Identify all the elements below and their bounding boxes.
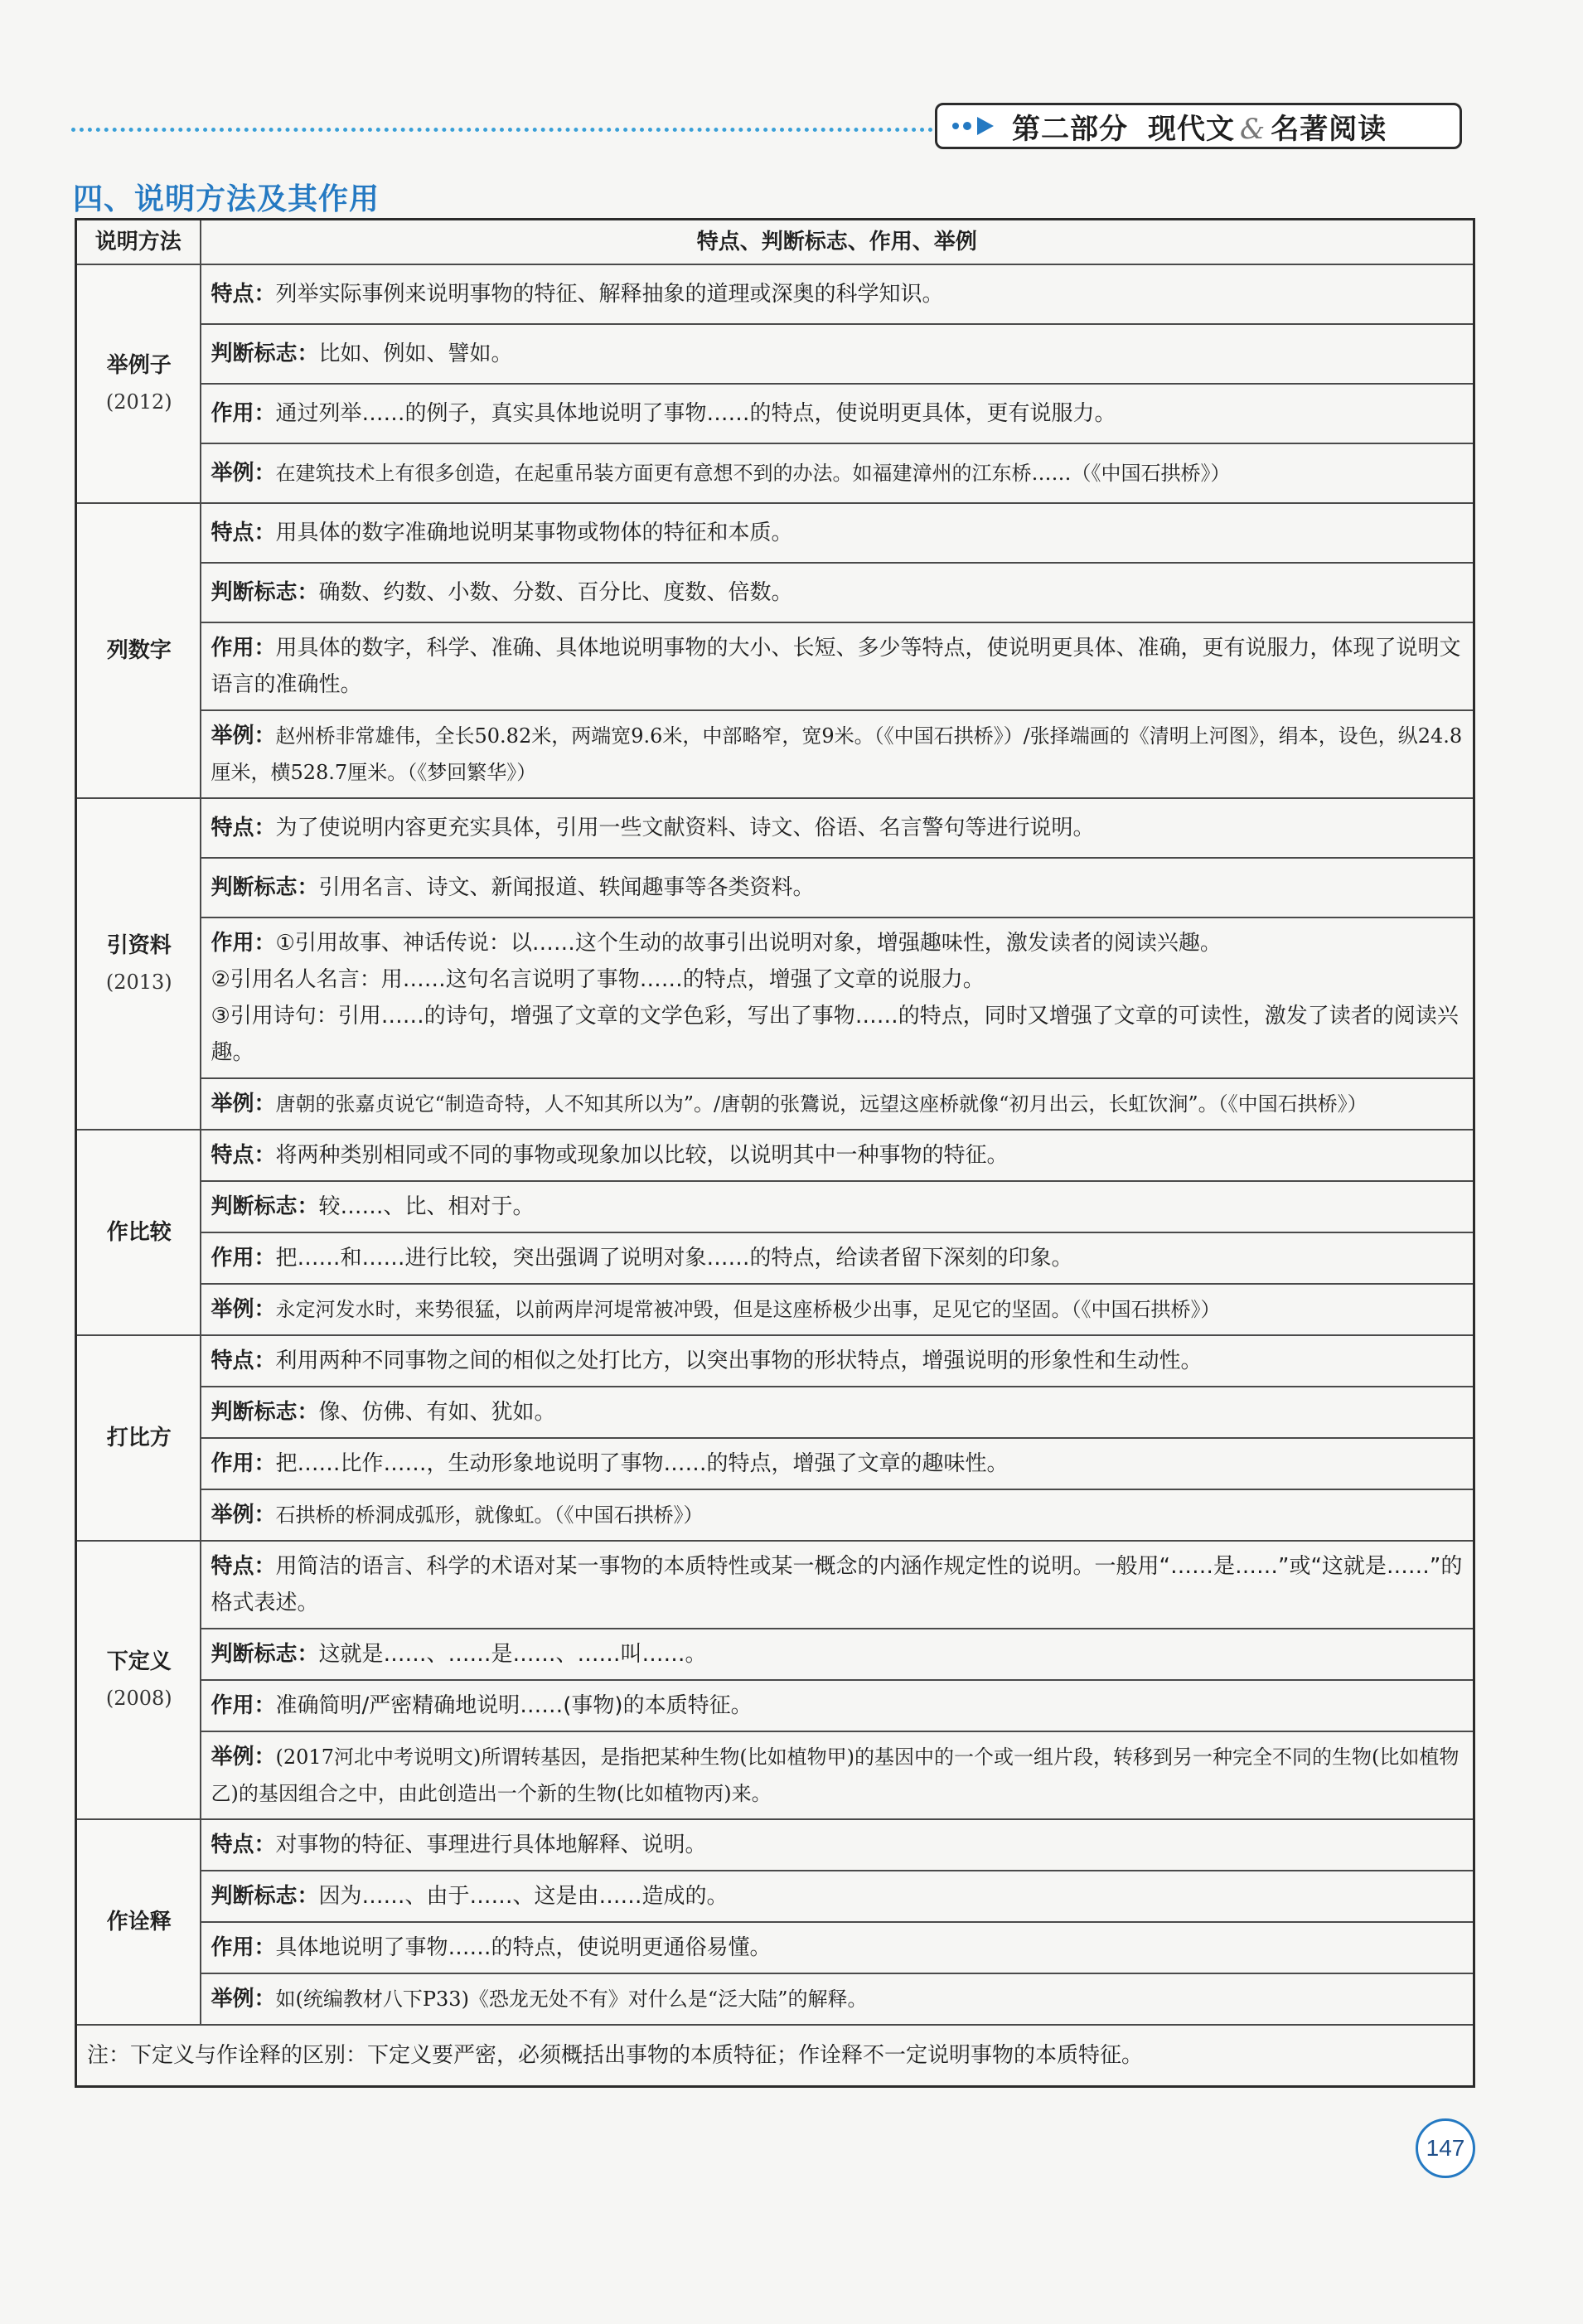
detail-cell [201,710,1474,798]
method-name: 作比较 [106,1220,172,1245]
item-label: 判断标志： [211,1884,319,1909]
item-label: 判断标志： [211,580,319,605]
item-text: 石拱桥的桥洞成弧形，就像虹。（《中国石拱桥》） [275,1503,704,1527]
item-text: 利用两种不同事物之间的相似之处打比方，以突出事物的形状特点，增强说明的形象性和生动性。 [275,1348,1203,1373]
item-label: 作用： [211,1246,276,1271]
detail-cell [201,1232,1474,1284]
item-label: 作用： [211,931,276,956]
table-row [76,1130,1474,1181]
item-text: 唐朝的张嘉贞说它“制造奇特，人不知其所以为”。/唐朝的张鷟说，远望这座桥就像“初月出云，长虹饮涧”。（《中国石拱桥》） [275,1092,1368,1116]
item-label: 判断标志： [211,341,319,366]
item-label: 特点： [211,816,276,840]
detail-cell [201,563,1474,622]
detail-cell [201,1871,1474,1922]
item-label: 举例： [211,1297,276,1322]
method-cell [76,798,201,1130]
item-label: 举例： [211,1092,276,1116]
item-label: 举例： [211,1503,276,1528]
item-label: 判断标志： [211,1194,319,1219]
method-cell [76,1541,201,1819]
table-row [76,503,1474,563]
item-text: 用具体的数字，科学、准确、具体地说明事物的大小、长短、多少等特点，使说明更具体、准确，更有说服力，体现了说明文语言的准确性。 [211,636,1461,697]
header-subject-b: 名著阅读 [1271,112,1387,146]
item-text: 将两种类别相同或不同的事物或现象加以比较，以说明其中一种事物的特征。 [275,1143,1009,1168]
item-label: 举例： [211,461,276,486]
item-label: 特点： [211,1348,276,1373]
header-dotted-rule [71,128,933,132]
item-text: 对事物的特征、事理进行具体地解释、说明。 [275,1833,707,1857]
item-text-extra: ③引用诗句：引用……的诗句，增强了文章的文学色彩，写出了事物……的特点，同时又增强了文章的可读性，激发了读者的阅读兴趣。 [211,1004,1459,1065]
detail-cell [201,264,1474,324]
method-name: 列数字 [106,638,172,663]
item-label: 判断标志： [211,875,319,900]
item-text: 准确简明/严密精确地说明……(事物)的本质特征。 [275,1693,753,1718]
item-text: 通过列举……的例子，真实具体地说明了事物……的特点，使说明更具体，更有说服力。 [275,401,1116,426]
item-label: 举例： [211,1987,276,2012]
item-text: 比如、例如、譬如。 [318,341,513,366]
method-cell [76,264,201,503]
detail-cell [201,1489,1474,1541]
item-label: 作用： [211,401,276,426]
header-subject-a: 现代文 [1148,112,1235,146]
item-label: 举例： [211,1745,276,1770]
table-row [76,1819,1474,1871]
detail-cell [201,1284,1474,1335]
method-name: 举例子 [106,353,172,378]
detail-cell [201,622,1474,710]
item-text: 用具体的数字准确地说明某事物或物体的特征和本质。 [275,520,793,545]
item-label: 作用： [211,1935,276,1960]
method-name: 作诠释 [106,1910,172,1934]
item-text: 为了使说明内容更充实具体，引用一些文献资料、诗文、俗语、名言警句等进行说明。 [275,816,1095,840]
header-detail: 特点、判断标志、作用、举例 [201,220,1474,265]
method-year: (2012) [105,390,172,414]
item-text: ①引用故事、神话传说：以……这个生动的故事引出说明对象，增强趣味性，激发读者的阅读兴趣。 [275,931,1222,956]
item-label: 判断标志： [211,1642,319,1667]
item-text: 赵州桥非常雄伟，全长50.82米，两端宽9.6米，中部略窄，宽9米。（《中国石拱桥》）/张择端画的《清明上河图》，绢本，设色，纵24.8厘米，横528.7厘米。（《梦回繁华》） [211,724,1463,784]
method-name: 打比方 [106,1426,172,1450]
item-text: (2017河北中考说明文)所谓转基因，是指把某种生物(比如植物甲)的基因中的一个或一组片段，转移到另一种完全不同的生物(比如植物乙)的基因组合之中，由此创造出一个新的生物(比如植物丙)来。 [211,1745,1460,1805]
detail-cell [201,503,1474,563]
method-cell [76,503,201,798]
item-label: 特点： [211,1554,276,1579]
table-row [76,1335,1474,1387]
page-number: 147 [1416,2118,1475,2178]
detail-cell [201,1731,1474,1819]
detail-cell [201,798,1474,858]
detail-cell [201,1819,1474,1871]
section-title: 四、说明方法及其作用 [73,182,380,216]
item-text: 用简洁的语言、科学的术语对某一事物的本质特性或某一概念的内涵作规定性的说明。一般用“……是……”或“这就是……”的格式表述。 [211,1554,1463,1615]
method-cell [76,1130,201,1335]
item-label: 特点： [211,520,276,545]
detail-cell [201,1335,1474,1387]
item-text: 列举实际事例来说明事物的特征、解释抽象的道理或深奥的科学知识。 [275,282,944,307]
method-cell [76,1335,201,1541]
detail-cell [201,1130,1474,1181]
item-label: 作用： [211,1693,276,1718]
explanation-methods-table [75,218,1475,2088]
table-note: 注：下定义与作诠释的区别：下定义要严密，必须概括出事物的本质特征；作诠释不一定说明事物的本质特征。 [76,2025,1474,2087]
table-row [76,264,1474,324]
item-text: 具体地说明了事物……的特点，使说明更通俗易懂。 [275,1935,772,1960]
item-text: 永定河发水时，来势很猛，以前两岸河堤常被冲毁，但是这座桥极少出事，足见它的坚固。（《中国石拱桥》） [275,1298,1221,1321]
item-text: 确数、约数、小数、分数、百分比、度数、倍数。 [318,580,793,605]
item-label: 判断标志： [211,1400,319,1425]
item-label: 特点： [211,1833,276,1857]
item-text: 较……、比、相对于。 [318,1194,535,1219]
item-text: 把……比作……，生动形象地说明了事物……的特点，增强了文章的趣味性。 [275,1451,1009,1476]
detail-cell [201,384,1474,443]
item-text: 像、仿佛、有如、犹如。 [318,1400,556,1425]
item-text: 在建筑技术上有很多创造，在起重吊装方面更有意想不到的办法。如福建漳州的江东桥……（《中国石拱桥》） [275,462,1231,485]
detail-cell [201,917,1474,1078]
item-text-extra: ②引用名人名言：用……这句名言说明了事物……的特点，增强了文章的说服力。 [211,967,985,992]
chapter-header [935,103,1462,149]
method-name: 引资料 [106,933,172,958]
detail-cell [201,1181,1474,1232]
table-row [76,1541,1474,1629]
detail-cell [201,858,1474,917]
table-row [76,798,1474,858]
item-text: 引用名言、诗文、新闻报道、轶闻趣事等各类资料。 [318,875,815,900]
item-label: 作用： [211,1451,276,1476]
header-method: 说明方法 [76,220,201,265]
detail-cell [201,1922,1474,1973]
detail-cell [201,1680,1474,1731]
item-label: 特点： [211,282,276,307]
item-text: 因为……、由于……、这是由……造成的。 [318,1884,729,1909]
method-year: (2008) [105,1687,172,1710]
detail-cell [201,1541,1474,1629]
detail-cell [201,1387,1474,1438]
header-part: 第二部分 [1012,112,1128,146]
detail-cell [201,1629,1474,1680]
detail-cell [201,1078,1474,1130]
method-name: 下定义 [106,1649,172,1674]
item-label: 特点： [211,1143,276,1168]
item-label: 举例： [211,724,276,748]
item-text: 把……和……进行比较，突出强调了说明对象……的特点，给读者留下深刻的印象。 [275,1246,1073,1271]
note-row [76,2025,1474,2087]
table-header-row [76,220,1474,265]
method-year: (2013) [105,971,172,994]
item-text: 如(统编教材八下P33)《恐龙无处不有》对什么是“泛大陆”的解释。 [275,1988,868,2011]
detail-cell [201,443,1474,503]
item-label: 作用： [211,636,276,661]
detail-cell [201,324,1474,384]
detail-cell [201,1973,1474,2025]
item-text: 这就是……、……是……、……叫……。 [318,1642,707,1667]
method-cell [76,1819,201,2025]
arrow-dots-icon [951,114,997,138]
header-amp: & [1240,112,1266,146]
detail-cell [201,1438,1474,1489]
